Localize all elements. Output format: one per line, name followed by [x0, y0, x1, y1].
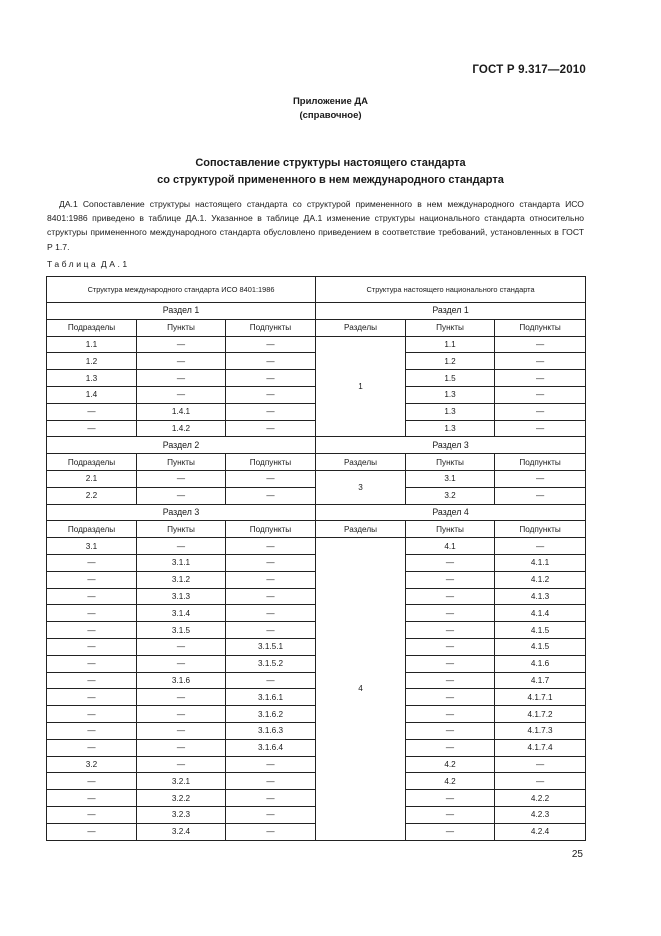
- cell-national-clause: —: [406, 638, 495, 655]
- cell-subsection: —: [47, 689, 137, 706]
- cell-national-clause: 4.2: [406, 773, 495, 790]
- cell-national-subclause: —: [495, 336, 586, 353]
- cell-national-clause: 1.1: [406, 336, 495, 353]
- cell-subsection: —: [47, 672, 137, 689]
- cell-clause: 3.1.2: [137, 571, 226, 588]
- cell-subsection: —: [47, 403, 137, 420]
- column-header-international: Подпункты: [226, 454, 316, 471]
- appendix-subtitle: (справочное): [299, 110, 362, 121]
- cell-national-clause: 1.3: [406, 420, 495, 437]
- cell-national-clause: 1.3: [406, 403, 495, 420]
- cell-subclause: —: [226, 588, 316, 605]
- header-national-structure: Структура настоящего национального стандарта: [316, 277, 586, 303]
- cell-national-subclause: —: [495, 353, 586, 370]
- title-line-2: со структурой примененного в нем международного стандарта: [157, 174, 504, 186]
- cell-national-subclause: —: [495, 370, 586, 387]
- cell-national-clause: —: [406, 571, 495, 588]
- column-header-row: [47, 521, 586, 538]
- cell-subsection: 3.2: [47, 756, 137, 773]
- section-title-national: Раздел 3: [316, 437, 586, 454]
- table-caption-number: ДА.1: [100, 259, 130, 269]
- cell-subclause: 3.1.6.1: [226, 689, 316, 706]
- intro-paragraph: [47, 197, 584, 254]
- cell-subsection: —: [47, 588, 137, 605]
- cell-national-subclause: 4.1.4: [495, 605, 586, 622]
- cell-subsection: —: [47, 739, 137, 756]
- column-header-national: Пункты: [406, 454, 495, 471]
- cell-national-clause: 3.2: [406, 487, 495, 504]
- cell-subsection: —: [47, 420, 137, 437]
- cell-subclause: —: [226, 672, 316, 689]
- cell-subclause: 3.1.6.2: [226, 706, 316, 723]
- cell-clause: —: [137, 638, 226, 655]
- column-header-national: Подпункты: [495, 521, 586, 538]
- column-header-international: Пункты: [137, 454, 226, 471]
- cell-clause: —: [137, 722, 226, 739]
- section-title-international: Раздел 1: [47, 303, 316, 320]
- cell-subsection: 3.1: [47, 538, 137, 555]
- cell-national-clause: 1.3: [406, 386, 495, 403]
- cell-national-clause: 1.5: [406, 370, 495, 387]
- cell-subsection: —: [47, 554, 137, 571]
- cell-subsection: 2.1: [47, 470, 137, 487]
- cell-subclause: —: [226, 370, 316, 387]
- cell-clause: 3.2.1: [137, 773, 226, 790]
- cell-national-subclause: 4.1.6: [495, 655, 586, 672]
- cell-national-clause: 1.2: [406, 353, 495, 370]
- cell-subsection: —: [47, 773, 137, 790]
- column-header-international: Пункты: [137, 319, 226, 336]
- cell-subclause: —: [226, 571, 316, 588]
- cell-subclause: —: [226, 756, 316, 773]
- cell-subclause: —: [226, 554, 316, 571]
- cell-subclause: —: [226, 386, 316, 403]
- cell-national-subclause: —: [495, 470, 586, 487]
- cell-subsection: 1.3: [47, 370, 137, 387]
- cell-national-clause: —: [406, 706, 495, 723]
- document-title: [0, 155, 661, 189]
- section-title-row: [47, 303, 586, 320]
- table-caption-word: Таблица: [47, 259, 99, 269]
- cell-subclause: —: [226, 353, 316, 370]
- appendix-heading: [0, 95, 661, 123]
- cell-subclause: 3.1.5.1: [226, 638, 316, 655]
- cell-subclause: —: [226, 823, 316, 840]
- cell-clause: —: [137, 470, 226, 487]
- section-title-row: [47, 504, 586, 521]
- cell-subclause: —: [226, 773, 316, 790]
- cell-national-section: 3: [316, 470, 406, 504]
- cell-national-clause: —: [406, 722, 495, 739]
- cell-subclause: —: [226, 470, 316, 487]
- cell-national-clause: 4.2: [406, 756, 495, 773]
- cell-subclause: —: [226, 420, 316, 437]
- cell-national-clause: —: [406, 672, 495, 689]
- cell-national-subclause: 4.1.7.1: [495, 689, 586, 706]
- column-header-national: Пункты: [406, 521, 495, 538]
- cell-national-clause: —: [406, 739, 495, 756]
- section-title-international: Раздел 2: [47, 437, 316, 454]
- cell-clause: 1.4.1: [137, 403, 226, 420]
- cell-clause: 3.2.4: [137, 823, 226, 840]
- cell-national-clause: —: [406, 554, 495, 571]
- cell-clause: —: [137, 336, 226, 353]
- cell-national-subclause: 4.1.7.3: [495, 722, 586, 739]
- cell-subsection: —: [47, 571, 137, 588]
- cell-clause: —: [137, 756, 226, 773]
- cell-national-clause: —: [406, 622, 495, 639]
- cell-subsection: —: [47, 823, 137, 840]
- cell-national-subclause: 4.1.2: [495, 571, 586, 588]
- column-header-international: Подпункты: [226, 521, 316, 538]
- column-header-international: Пункты: [137, 521, 226, 538]
- cell-national-clause: —: [406, 790, 495, 807]
- cell-national-subclause: 4.1.7.4: [495, 739, 586, 756]
- cell-clause: —: [137, 655, 226, 672]
- cell-national-clause: —: [406, 689, 495, 706]
- cell-national-subclause: —: [495, 487, 586, 504]
- cell-clause: —: [137, 706, 226, 723]
- cell-clause: —: [137, 487, 226, 504]
- cell-national-subclause: 4.1.7: [495, 672, 586, 689]
- column-header-national: Разделы: [316, 319, 406, 336]
- cell-clause: 3.1.3: [137, 588, 226, 605]
- column-header-row: [47, 319, 586, 336]
- cell-clause: 3.1.6: [137, 672, 226, 689]
- cell-subsection: 1.1: [47, 336, 137, 353]
- cell-national-clause: —: [406, 806, 495, 823]
- table-header-row: [47, 277, 586, 303]
- cell-national-subclause: —: [495, 773, 586, 790]
- cell-clause: 3.1.4: [137, 605, 226, 622]
- cell-subsection: —: [47, 706, 137, 723]
- cell-national-section: 1: [316, 336, 406, 437]
- page-number: 25: [571, 849, 583, 860]
- cell-national-subclause: —: [495, 403, 586, 420]
- cell-national-subclause: —: [495, 538, 586, 555]
- cell-clause: 3.1.5: [137, 622, 226, 639]
- cell-national-subclause: 4.1.5: [495, 638, 586, 655]
- cell-national-subclause: 4.2.3: [495, 806, 586, 823]
- cell-subclause: —: [226, 403, 316, 420]
- cell-national-subclause: 4.1.5: [495, 622, 586, 639]
- cell-subsection: 1.2: [47, 353, 137, 370]
- cell-national-clause: —: [406, 605, 495, 622]
- cell-subsection: —: [47, 605, 137, 622]
- cell-subsection: —: [47, 655, 137, 672]
- title-line-1: Сопоставление структуры настоящего стандарта: [195, 157, 466, 169]
- section-title-national: Раздел 1: [316, 303, 586, 320]
- cell-subclause: 3.1.6.3: [226, 722, 316, 739]
- cell-clause: —: [137, 538, 226, 555]
- cell-national-subclause: —: [495, 420, 586, 437]
- cell-subsection: —: [47, 622, 137, 639]
- column-header-row: [47, 454, 586, 471]
- table-row: [47, 336, 586, 353]
- cell-subclause: —: [226, 806, 316, 823]
- column-header-national: Подпункты: [495, 319, 586, 336]
- cell-national-clause: 4.1: [406, 538, 495, 555]
- section-title-national: Раздел 4: [316, 504, 586, 521]
- cell-subclause: —: [226, 622, 316, 639]
- column-header-international: Подразделы: [47, 319, 137, 336]
- cell-national-subclause: —: [495, 386, 586, 403]
- column-header-national: Разделы: [316, 521, 406, 538]
- comparison-table: [46, 276, 586, 841]
- column-header-international: Подпункты: [226, 319, 316, 336]
- cell-clause: —: [137, 370, 226, 387]
- cell-national-subclause: 4.1.7.2: [495, 706, 586, 723]
- cell-national-subclause: 4.2.4: [495, 823, 586, 840]
- cell-national-subclause: 4.2.2: [495, 790, 586, 807]
- column-header-national: Подпункты: [495, 454, 586, 471]
- cell-subclause: 3.1.6.4: [226, 739, 316, 756]
- standard-code: ГОСТ Р 9.317—2010: [472, 64, 586, 76]
- cell-subclause: —: [226, 336, 316, 353]
- column-header-international: Подразделы: [47, 521, 137, 538]
- column-header-national: Пункты: [406, 319, 495, 336]
- column-header-national: Разделы: [316, 454, 406, 471]
- cell-subsection: —: [47, 722, 137, 739]
- cell-subclause: —: [226, 487, 316, 504]
- header-international-structure: Структура международного стандарта ИСО 8401:1986: [47, 277, 316, 303]
- column-header-international: Подразделы: [47, 454, 137, 471]
- cell-subsection: —: [47, 790, 137, 807]
- cell-subsection: —: [47, 806, 137, 823]
- cell-national-clause: —: [406, 823, 495, 840]
- section-title-row: [47, 437, 586, 454]
- cell-subsection: —: [47, 638, 137, 655]
- cell-clause: 3.2.2: [137, 790, 226, 807]
- cell-national-subclause: —: [495, 756, 586, 773]
- section-title-international: Раздел 3: [47, 504, 316, 521]
- appendix-title: Приложение ДА: [292, 96, 369, 107]
- cell-national-clause: —: [406, 588, 495, 605]
- cell-clause: 1.4.2: [137, 420, 226, 437]
- comparison-table-body: [47, 277, 586, 841]
- cell-clause: 3.1.1: [137, 554, 226, 571]
- cell-national-subclause: 4.1.3: [495, 588, 586, 605]
- cell-clause: —: [137, 353, 226, 370]
- cell-clause: —: [137, 386, 226, 403]
- intro-text: ДА.1 Сопоставление структуры настоящего стандарта со структурой примененного в нем международного стандарта ИСО 8401:1986 приведено в таблице ДА.1. Указанное в таблице ДА.1 изменение структуры национального стандарта относительно структуры примененного международного стандарта обусловлено приведением в соответствие требований, установленных в ГОСТ Р 1.7.: [47, 199, 584, 252]
- cell-subsection: 1.4: [47, 386, 137, 403]
- table-row: [47, 470, 586, 487]
- cell-national-clause: 3.1: [406, 470, 495, 487]
- cell-clause: —: [137, 689, 226, 706]
- cell-subsection: 2.2: [47, 487, 137, 504]
- cell-clause: —: [137, 739, 226, 756]
- cell-subclause: —: [226, 790, 316, 807]
- cell-subclause: —: [226, 605, 316, 622]
- cell-clause: 3.2.3: [137, 806, 226, 823]
- cell-national-section: 4: [316, 538, 406, 840]
- cell-national-clause: —: [406, 655, 495, 672]
- table-row: [47, 538, 586, 555]
- cell-subclause: 3.1.5.2: [226, 655, 316, 672]
- table-caption: [47, 259, 130, 269]
- cell-subclause: —: [226, 538, 316, 555]
- cell-national-subclause: 4.1.1: [495, 554, 586, 571]
